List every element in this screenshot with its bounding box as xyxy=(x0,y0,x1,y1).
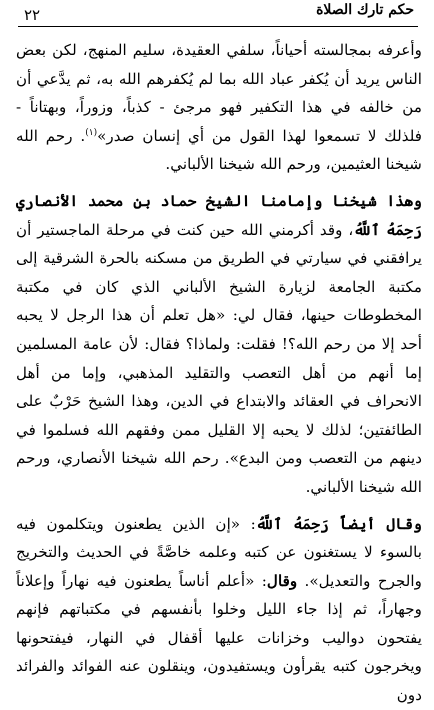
running-title: حكم تارك الصلاة xyxy=(316,2,414,18)
page-body xyxy=(16,36,422,705)
paragraph-3-text: : «إن الذين يطعنون ويتكلمون فيه بالسوء لا يستغنون عن كتبه وعلمه خاصَّةً في الحديث والتخريج والجرح والتعديل». xyxy=(16,514,422,590)
paragraph-1 xyxy=(16,36,422,179)
paragraph-3-mid: وقال xyxy=(266,571,298,590)
paragraph-1-text: وأعرفه بمجالسته أحياناً، سلفي العقيدة، سليم المنهج، لكن بعض الناس يريد أن يُكفر عباد الله بما لم يُكفرهم الله به، ثم يدَّعي أن من خالفه في هذا التكفير فهو مرجئ - كذباً، وزوراً، وبهتاناً - فلذلك لا تسمعوا لهذا القول من أي إنسان صدر» xyxy=(16,41,422,145)
header-rule xyxy=(18,26,418,27)
page-header xyxy=(18,0,418,32)
paragraph-1-tail: . رحم الله شيخنا العثيمين، ورحم الله شيخنا الألباني. xyxy=(16,126,422,174)
footnote-marker: (١) xyxy=(85,127,98,138)
paragraph-2 xyxy=(16,187,422,502)
paragraph-3-rest: : «أعلم أناساً يطعنون فيه نهاراً وإعلاناً وجهاراً، ثم إذا جاء الليل وخلوا بأنفسهم في مكتباتهم فإنهم يفتحون دواليب وخزانات عليها أقفال في النهار، فيفتحونها ويخرجون كتبه يقرأون ويستفيدون، وينقلون عنه الفوائد والفرائد دون xyxy=(16,571,422,705)
page-number: ٢٢ xyxy=(24,6,41,24)
paragraph-3-lead: وقال أيضاً رَحِمَهُ ٱللَّهُ xyxy=(255,514,422,533)
paragraph-2-text: ، وقد أكرمني الله حين كنت في مرحلة الماجستير أن يرافقني في سيارتي في الطريق من مسكنه بالحرة الشرقية إلى مكتبة الجامعة لزيارة الشيخ الألباني الذي كان في مكتبة المخطوطات حينها، فقال لي: «هل تعلم أن هذا الرجل لا يحبه أحد إلا من رحم الله؟! فقلت: ولماذا؟ فقال: لأن عامة المسلمين إما أنهم من أهل التعصب والتقليد المذهبي، وإما من أهل الانحراف في العقائد والابتداع في الدين، وهذا الشيخ حَرْبٌ على الطائفتين؛ لذلك لا يحبه إلا القليل ممن وفقهم الله فسلموا في دينهم من التعصب ومن البدع». رحم الله شيخنا الأنصاري، ورحم الله شيخنا الألباني. xyxy=(16,220,422,496)
paragraph-3 xyxy=(16,510,422,710)
paragraph-2-lead: وهذا شيخنا وإمامنا الشيخ حماد بن محمد الأنصاري رَحِمَهُ ٱللَّهُ xyxy=(16,191,422,239)
